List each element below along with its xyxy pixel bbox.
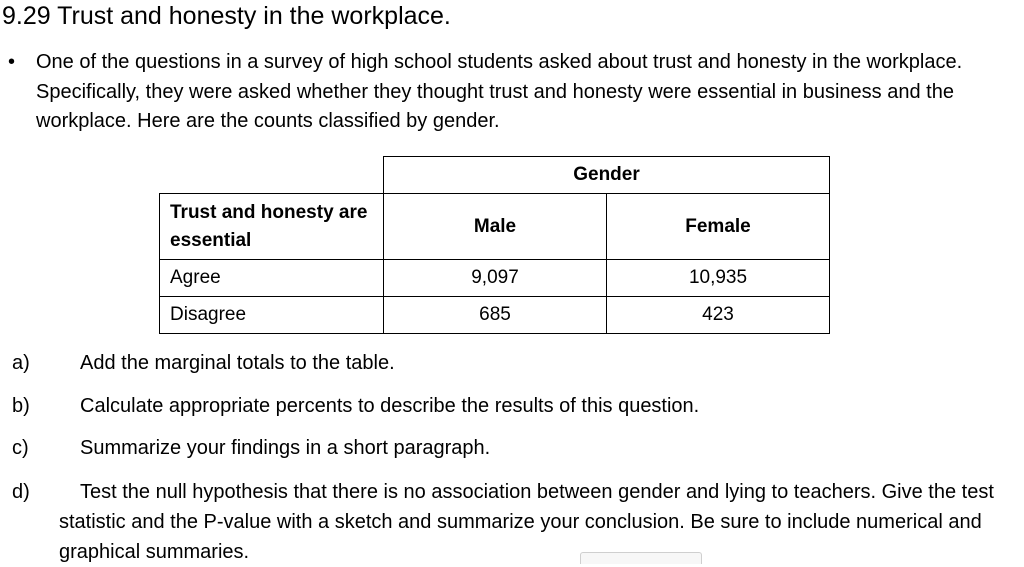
question-letter: b) bbox=[12, 395, 30, 417]
counts-table bbox=[159, 156, 830, 334]
column-header-female: Female bbox=[607, 194, 830, 260]
question-text: Calculate appropriate percents to describe the results of this question. bbox=[80, 395, 700, 417]
intro-paragraph bbox=[8, 48, 1018, 137]
row-header-label: Trust and honesty are essential bbox=[160, 194, 384, 260]
question-letter: d) bbox=[12, 481, 30, 503]
table-corner-blank bbox=[160, 157, 384, 194]
cell-disagree-male: 685 bbox=[384, 297, 607, 334]
question-text: Test the null hypothesis that there is no association between gender and lying to teachers. Give the test statistic and the P-value with a sketch and summarize your conclusion. Be sure to include numerical and graphical summaries. bbox=[59, 481, 994, 563]
question-text: Add the marginal totals to the table. bbox=[80, 352, 395, 374]
cell-agree-female: 10,935 bbox=[607, 260, 830, 297]
table-row bbox=[160, 297, 830, 334]
cell-disagree-female: 423 bbox=[607, 297, 830, 334]
question-letter: c) bbox=[12, 437, 29, 459]
row-label-agree: Agree bbox=[160, 260, 384, 297]
question-text: Summarize your findings in a short paragraph. bbox=[80, 437, 491, 459]
page-title: 9.29 Trust and honesty in the workplace. bbox=[2, 2, 451, 30]
gender-header: Gender bbox=[384, 157, 830, 194]
row-label-disagree: Disagree bbox=[160, 297, 384, 334]
question-letter: a) bbox=[12, 352, 30, 374]
faint-overlay-tab bbox=[580, 552, 702, 564]
intro-text: One of the questions in a survey of high school students asked about trust and honesty in the workplace. Specifically, they were asked whether they thought trust and honesty were essential in business and the workplace. Here are the counts classified by gender. bbox=[36, 51, 963, 132]
bullet-icon: • bbox=[8, 51, 16, 73]
cell-agree-male: 9,097 bbox=[384, 260, 607, 297]
column-header-male: Male bbox=[384, 194, 607, 260]
table-row bbox=[160, 260, 830, 297]
question-d bbox=[12, 477, 1024, 567]
